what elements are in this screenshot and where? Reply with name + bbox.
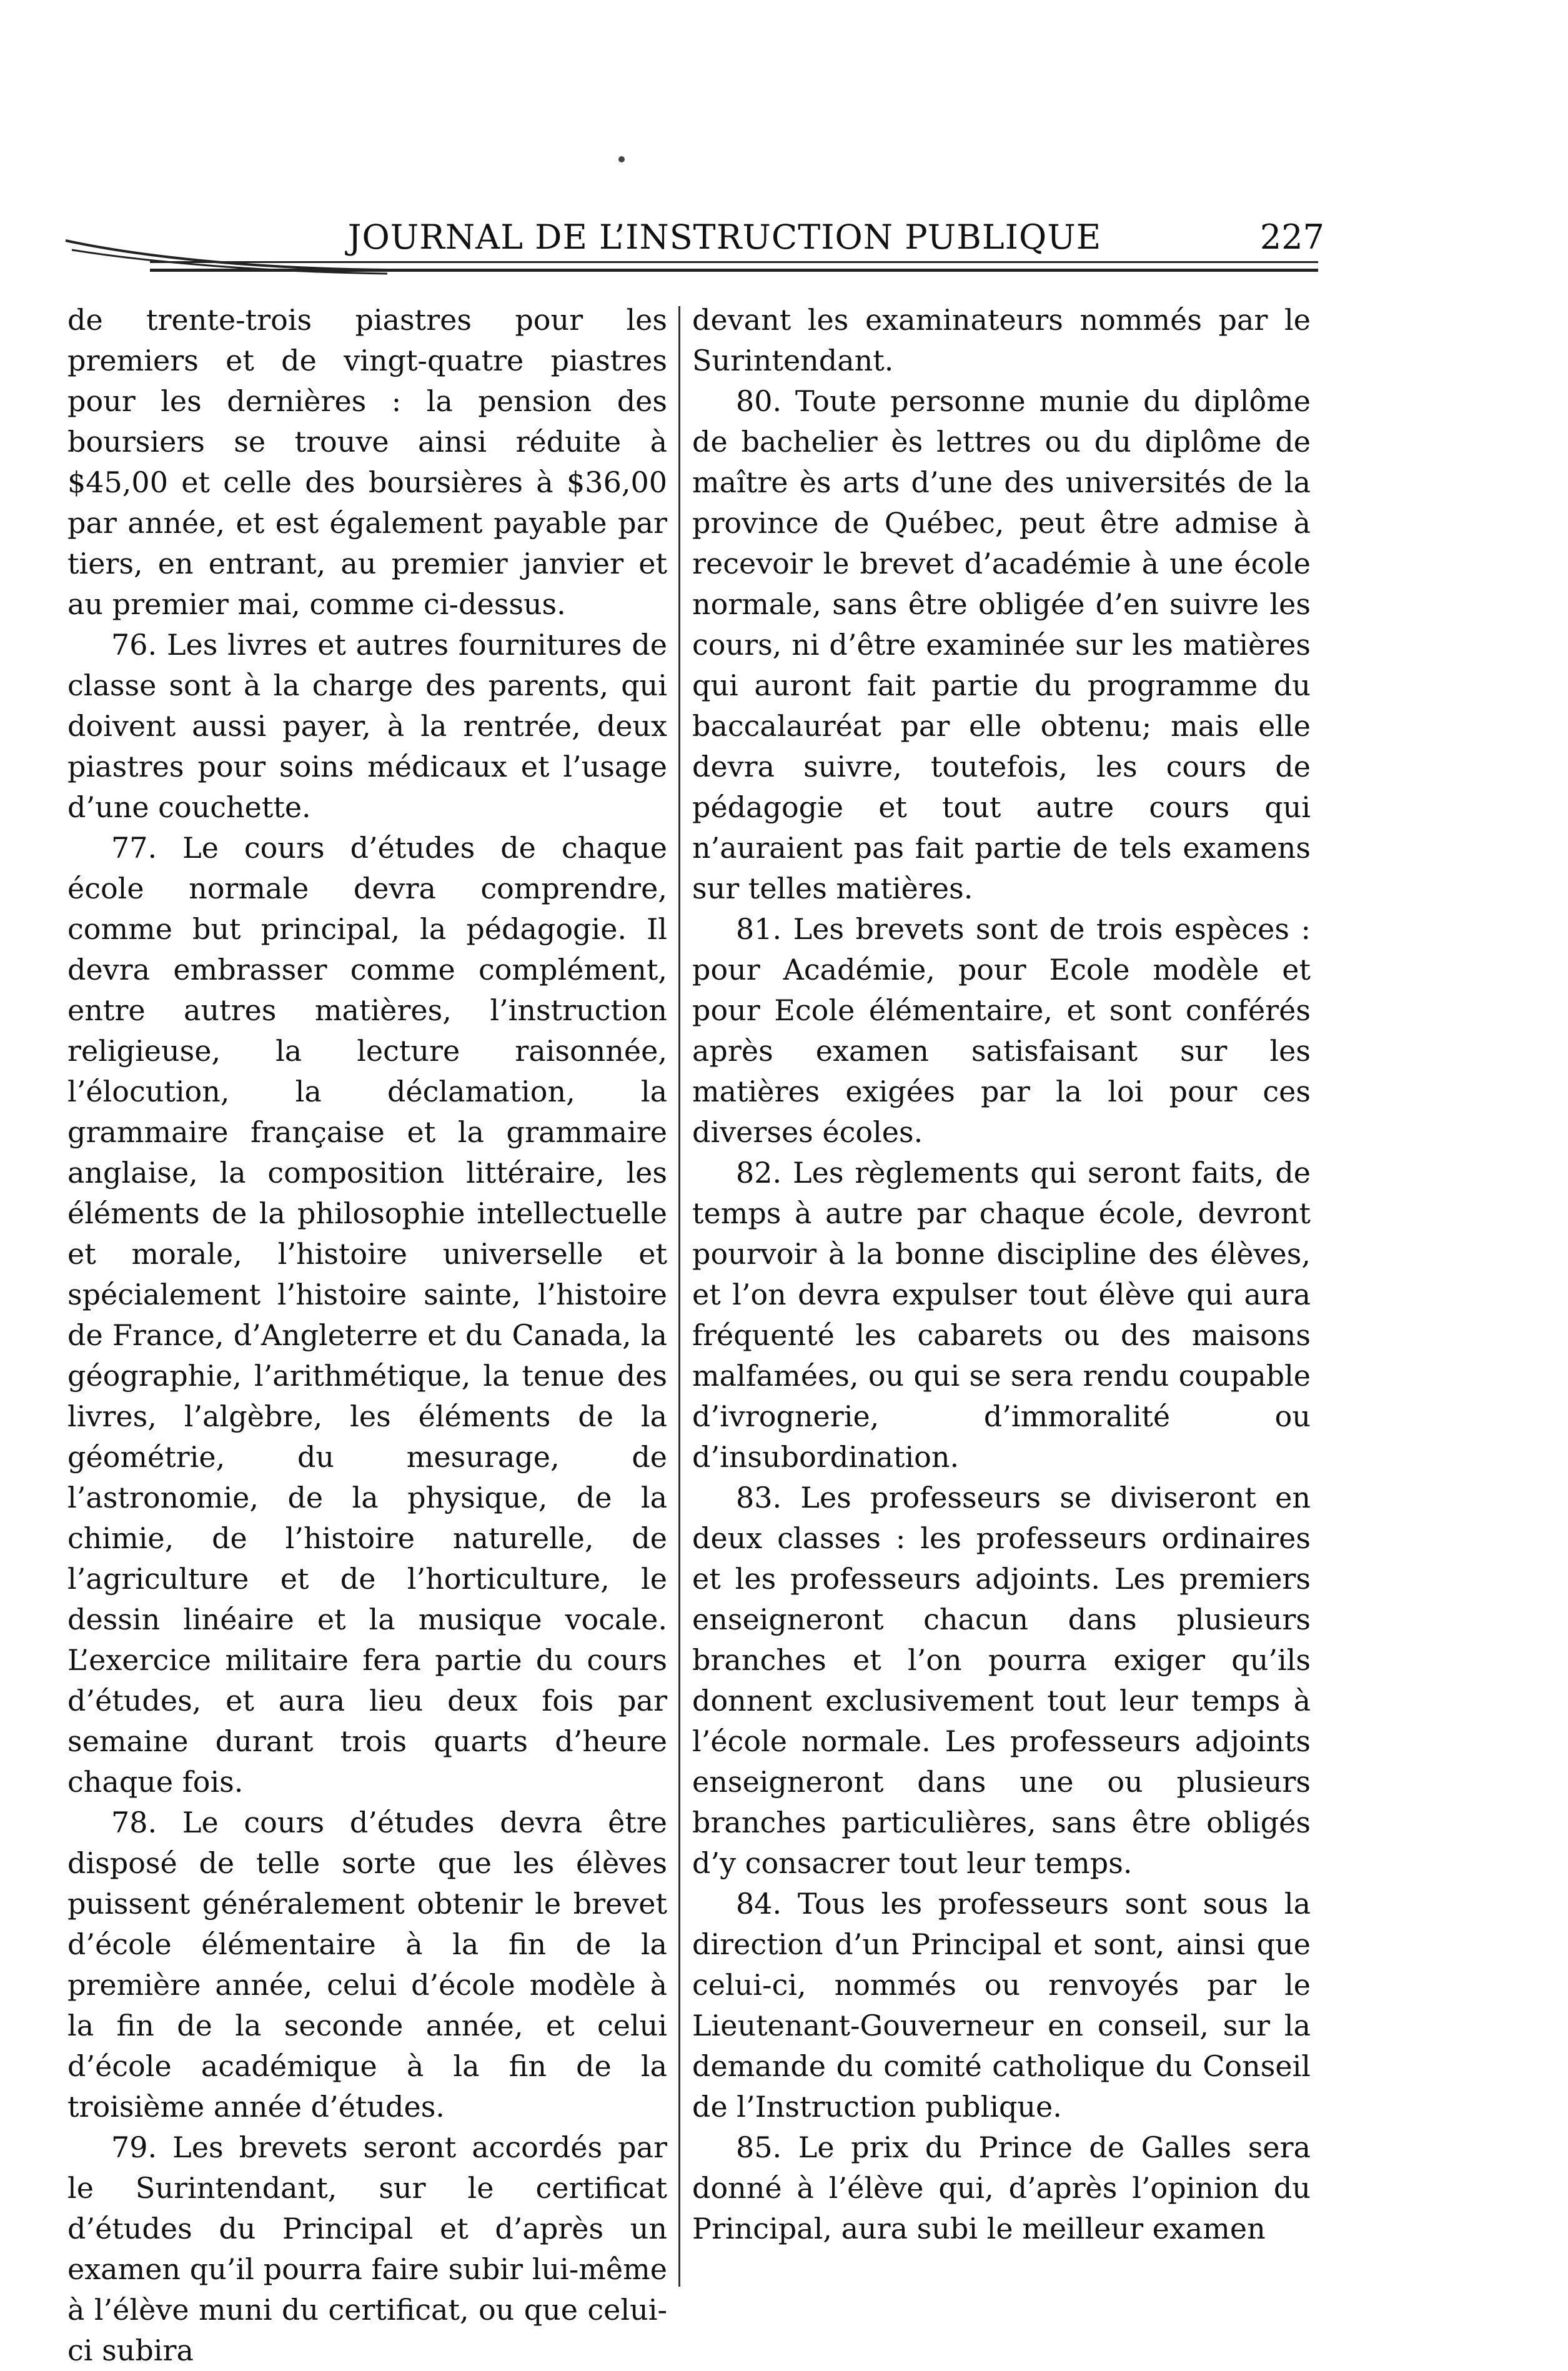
right-column [692, 300, 1311, 2274]
paragraph-79-continuation: devant les examinateurs nommés par le Surintendant. [692, 303, 1311, 377]
paragraph-78: 78. Le cours d’études devra être disposé de telle sorte que les élèves puissent généralement obtenir le brevet d’école élémentaire à la fin de la première année, celui d’école modèle à la fin de la seconde année, et celui d’école académique à la fin de la troisième année d’études. [67, 1806, 667, 2124]
paragraph-continuation: de trente-trois piastres pour les premiers et de vingt-quatre piastres pour les dernières : la pension des boursiers se trouve ainsi réduite à $45,00 et celle des boursières à $36,00 par année, et est également payable par tiers, en entrant, au premier janvier et au premier mai, comme ci-dessus. [67, 303, 667, 621]
page-number: 227 [1259, 217, 1324, 257]
paragraph-83: 83. Les professeurs se diviseront en deux classes : les professeurs ordinaires et les professeurs adjoints. Les premiers enseigneront chacun dans plusieurs branches et l’on pourra exiger qu’ils donnent exclusivement tout leur temps à l’école normale. Les professeurs adjoints enseigneront dans une ou plusieurs branches particulières, sans être obligés d’y consacrer tout leur temps. [692, 1481, 1311, 1880]
paragraph-81: 81. Les brevets sont de trois espèces : pour Académie, pour Ecole modèle et pour Ecole élémentaire, et sont conférés après examen satisfaisant sur les matières exigées par la loi pour ces diverses écoles. [692, 912, 1311, 1149]
paragraph-85: 85. Le prix du Prince de Galles sera donné à l’élève qui, d’après l’opinion du Principal, aura subi le meilleur examen [692, 2130, 1311, 2245]
paragraph-84: 84. Tous les professeurs sont sous la direction d’un Principal et sont, ainsi que celui-ci, nommés ou renvoyés par le Lieutenant-Gouverneur en conseil, sur la demande du comité catholique du Conseil de l’Instruction publique. [692, 1887, 1311, 2124]
running-title: JOURNAL DE L’INSTRUCTION PUBLIQUE [347, 217, 1102, 257]
paragraph-79: 79. Les brevets seront accordés par le Surintendant, sur le certificat d’études du Principal et d’après un examen qu’il pourra faire subir lui-même à l’élève muni du certificat, ou que celui-ci subira [67, 2130, 667, 2367]
paragraph-77: 77. Le cours d’études de chaque école normale devra comprendre, comme but principal, la pédagogie. Il devra embrasser comme complément, entre autres matières, l’instruction religieuse, la lecture raisonnée, l’élocution, la déclamation, la grammaire française et la grammaire anglaise, la composition littéraire, les éléments de la philosophie intellectuelle et morale, l’histoire universelle et spécialement l’histoire sainte, l’histoire de France, d’Angleterre et du Canada, la géographie, l’arithmétique, la tenue des livres, l’algèbre, les éléments de la géométrie, du mesurage, de l’astronomie, de la physique, de la chimie, de l’histoire naturelle, de l’agriculture et de l’horticulture, le dessin linéaire et la musique vocale. L’exercice militaire fera partie du cours d’études, et aura lieu deux fois par semaine durant trois quarts d’heure chaque fois. [67, 831, 667, 1799]
paragraph-82: 82. Les règlements qui seront faits, de temps à autre par chaque école, devront pourvoir à la bonne discipline des élèves, et l’on devra expulser tout élève qui aura fréquenté les cabarets ou des maisons malfamées, ou qui se sera rendu coupable d’ivrognerie, d’immoralité ou d’insubordination. [692, 1156, 1311, 1474]
header-rule-thick [150, 269, 1318, 272]
paragraph-76: 76. Les livres et autres fournitures de classe sont à la charge des parents, qui doivent aussi payer, à la rentrée, deux piastres pour soins médicaux et l’usage d’une couchette. [67, 628, 667, 824]
left-column [67, 300, 667, 2367]
header-rule-thin [150, 261, 1318, 263]
paragraph-80: 80. Toute personne munie du diplôme de bachelier ès lettres ou du diplôme de maître ès arts d’une des universités de la province de Québec, peut être admise à recevoir le brevet d’académie à une école normale, sans être obligée d’en suivre les cours, ni d’être examinée sur les matières qui auront fait partie du programme du baccalauréat par elle obtenu; mais elle devra suivre, toutefois, les cours de pédagogie et tout autre cours qui n’auraient pas fait partie de tels examens sur telles matières. [692, 384, 1311, 905]
print-speck [618, 156, 625, 162]
column-divider [678, 306, 680, 2287]
